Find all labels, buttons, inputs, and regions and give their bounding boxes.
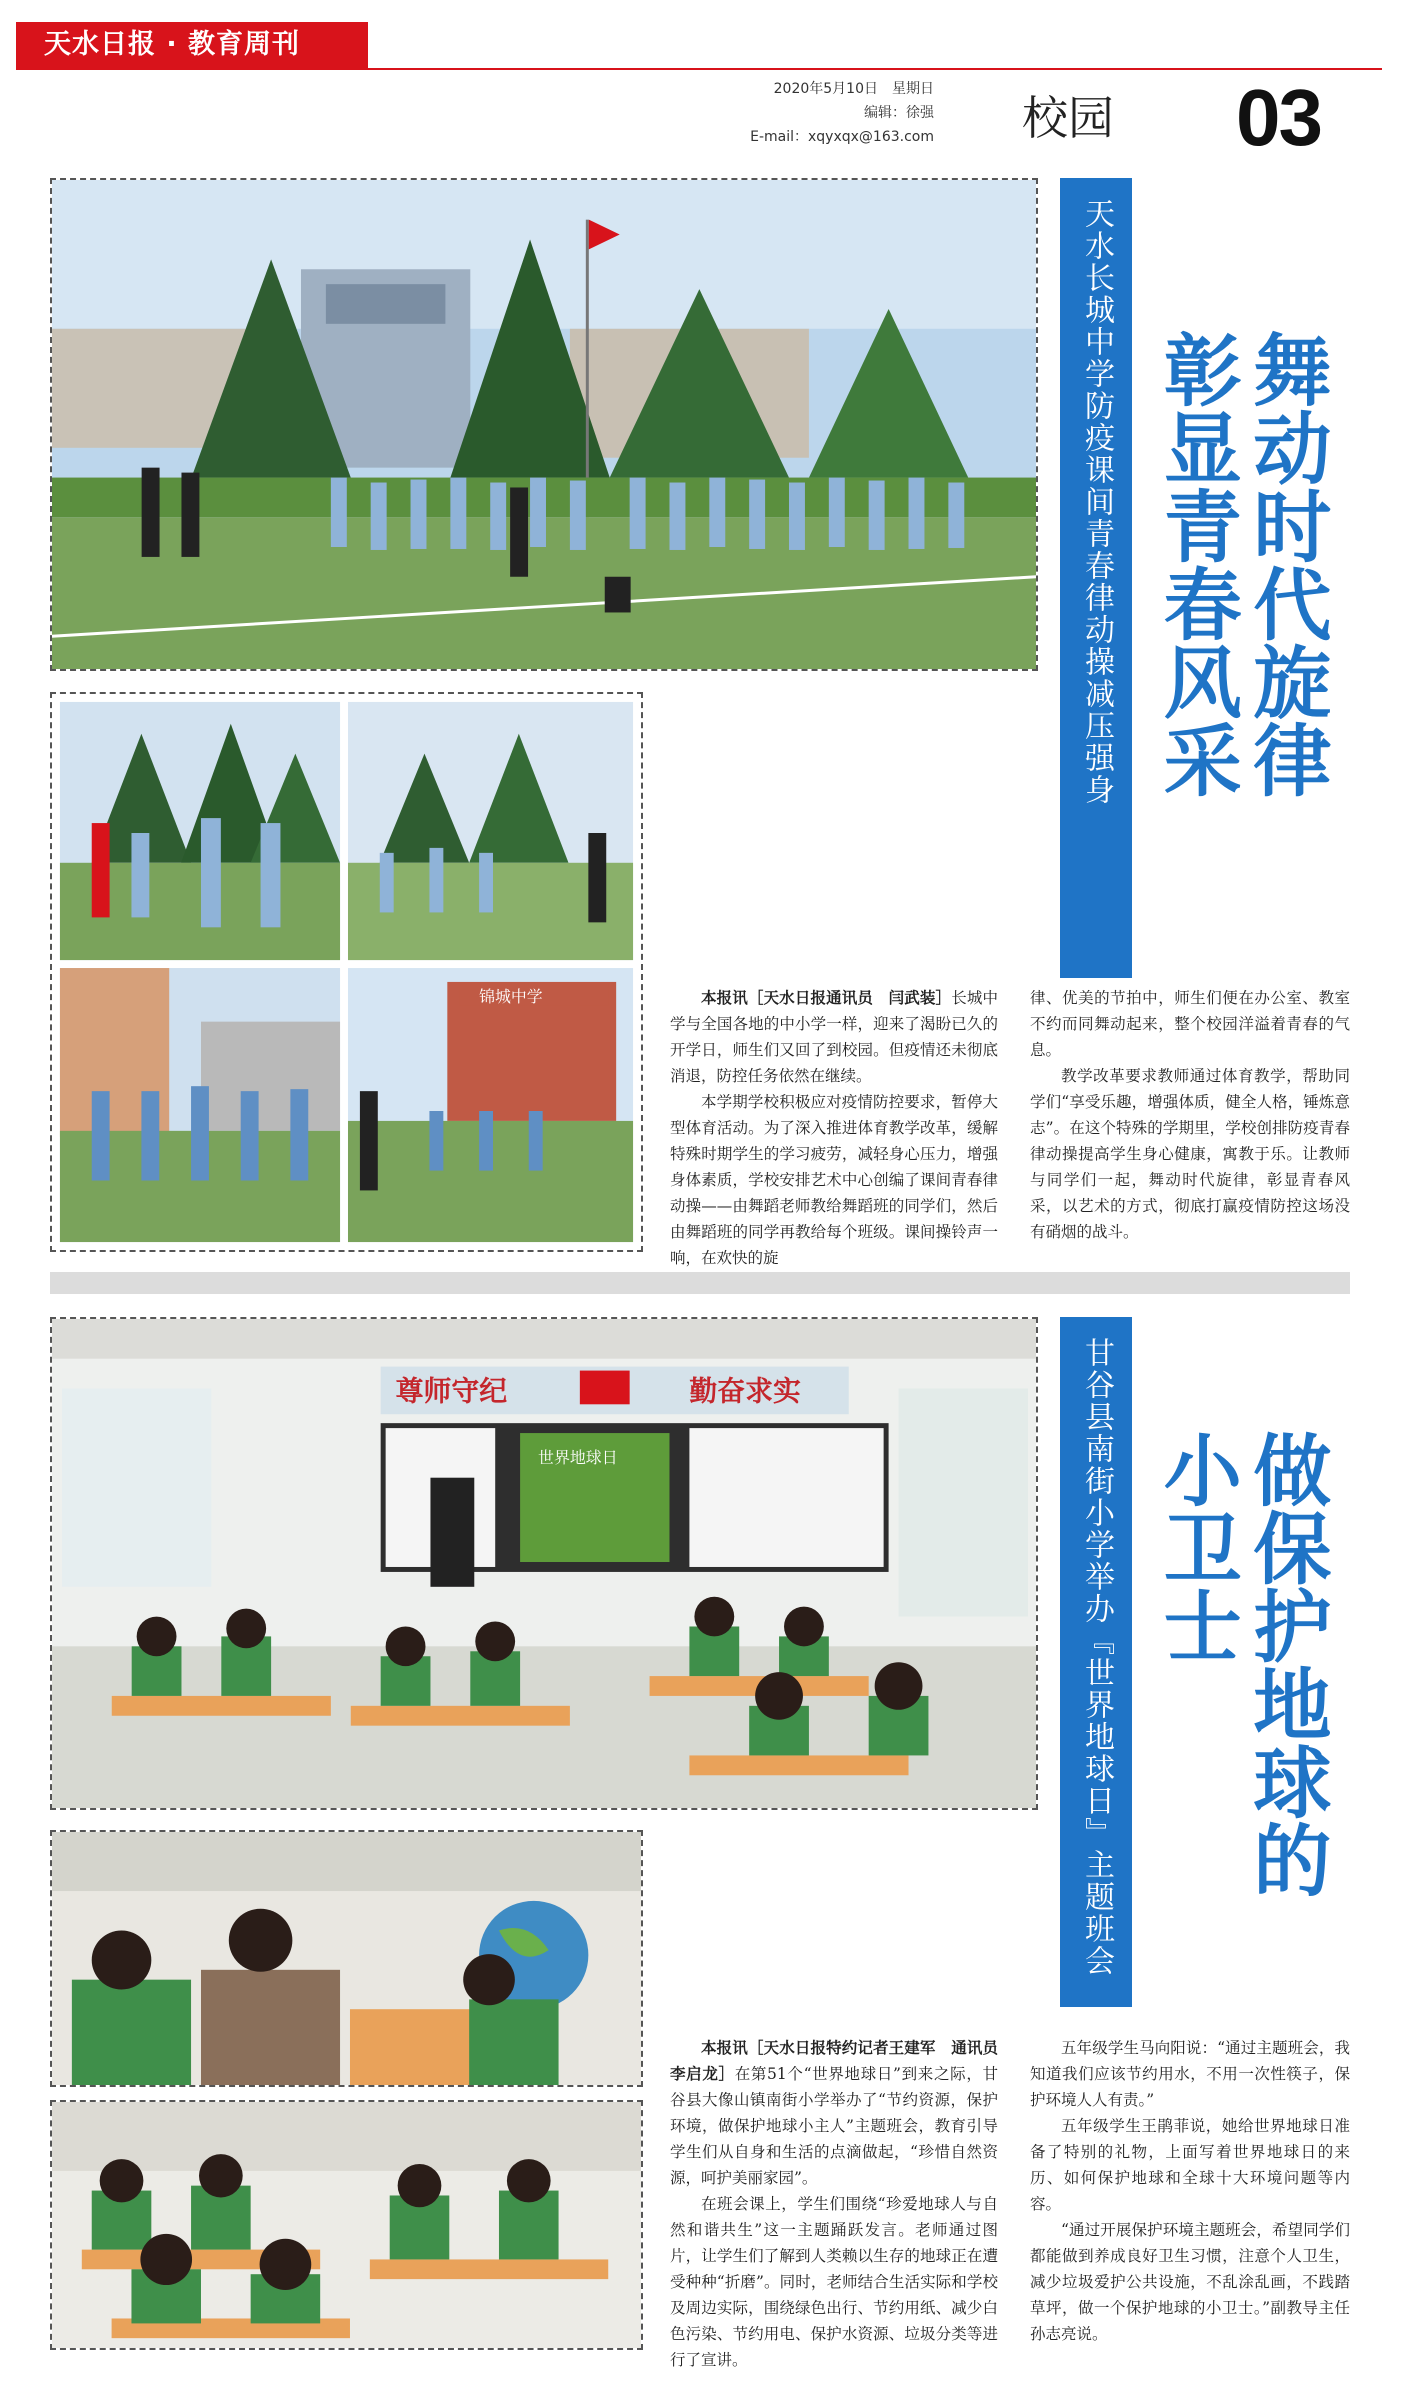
story2-col2-p3: “通过开展保护环境主题班会，希望同学们都能做到养成良好卫生习惯，注意个人卫生，减少垃圾爱护公共设施，不乱涂乱画，不践踏草坪，做一个保护地球的小卫士。”副教导主任孙志亮说。 bbox=[1030, 2221, 1350, 2343]
story2-col2 bbox=[1030, 2035, 1350, 2347]
story1-byline: 本报讯［天水日报通讯员 闫武装］ bbox=[701, 988, 952, 1007]
issue-date: 2020年5月10日 星期日 bbox=[773, 81, 934, 97]
story1-headline-line1: 舞动时代旋律 bbox=[1240, 330, 1331, 798]
story1-col1 bbox=[670, 985, 998, 1271]
story1-col1-p2: 本学期学校积极应对疫情防控要求，暂停大型体育活动。为了深入推进体育教学改革，缓解特殊时期学生的学习疲劳，减轻身心压力，增强身体素质，学校安排艺术中心创编了课间青春律动操——由舞蹈老师教给舞蹈班的同学们，然后由舞蹈班的同学再教给每个班级。课间操铃声一响，在欢快的旋 bbox=[670, 1093, 998, 1267]
editor-line: 编辑：徐强 bbox=[864, 105, 934, 121]
email-line: E-mail：xqyxqx@163.com bbox=[750, 129, 934, 145]
story1-subtitle: 天水长城中学防疫课间青春律动操减压强身 bbox=[1060, 178, 1132, 978]
story2-headline-line1: 做保护地球的 bbox=[1240, 1430, 1331, 1898]
section-divider bbox=[50, 1272, 1350, 1294]
story1-col2-p2: 教学改革要求教师通过体育教学，帮助同学们“享受乐趣，增强体质，健全人格，锤炼意志”。在这个特殊的学期里，学校创排防疫青春律动操提高学生身心健康，寓教于乐。让教师与同学们一起，舞动时代旋律，彰显青春风采，以艺术的方式，彻底打赢疫情防控这场没有硝烟的战斗。 bbox=[1030, 1067, 1350, 1241]
story2-col1 bbox=[670, 2035, 998, 2373]
banner-right-text: 勤奋求实 bbox=[689, 1374, 801, 1408]
story2-headline-line2: 小卫士 bbox=[1150, 1430, 1241, 1664]
photo-grid-dance bbox=[50, 692, 643, 1252]
story1-col2 bbox=[1030, 985, 1350, 1245]
banner-left-text: 尊师守纪 bbox=[395, 1374, 508, 1408]
story1-headline-line2: 彰显青春风采 bbox=[1150, 330, 1241, 798]
story1-col2-text: 律、优美的节拍中，师生们便在办公室、教室不约而同舞动起来，整个校园洋溢着青春的气息。 bbox=[1030, 989, 1350, 1059]
story1-col1-text: 长城中学与全国各地的中小学一样，迎来了渴盼已久的开学日，师生们又回了到校园。但疫情还未彻底消退，防控任务依然在继续。 bbox=[670, 989, 998, 1085]
story2-col1-p2: 在班会课上，学生们围绕“珍爱地球人与自然和谐共生”这一主题踊跃发言。老师通过图片，让学生们了解到人类赖以生存的地球正在遭受种种“折磨”。同时，老师结合生活实际和学校及周边实际，围绕绿色出行、节约用纸、减少白色污染、节约用电、保护水资源、垃圾分类等进行了宣讲。 bbox=[670, 2195, 998, 2369]
masthead-title: 天水日报 · 教育周刊 bbox=[16, 22, 368, 68]
building-sign-text: 锦城中学 bbox=[479, 986, 543, 1006]
photo-classroom bbox=[50, 1317, 1038, 1810]
story2-col2-p1: 五年级学生马向阳说：“通过主题班会，我知道我们应该节约用水，不用一次性筷子，保护环境人人有责。” bbox=[1030, 2039, 1350, 2109]
story2-headline bbox=[1150, 1430, 1329, 1950]
photo-class-students bbox=[50, 2100, 643, 2350]
screen-title-text: 世界地球日 bbox=[538, 1447, 618, 1467]
story2-col2-p2: 五年级学生王鹃菲说，她给世界地球日准备了特别的礼物，上面写着世界地球日的来历、如何保护地球和全球十大环境问题等内容。 bbox=[1030, 2117, 1350, 2213]
story2-subtitle: 甘谷县南街小学举办『世界地球日』主题班会 bbox=[1060, 1317, 1132, 2007]
story1-headline bbox=[1150, 330, 1329, 850]
photo-globe-activity bbox=[50, 1830, 643, 2087]
masthead-rule bbox=[16, 68, 1382, 70]
section-name: 校园 bbox=[1022, 91, 1114, 145]
photo-schoolyard-dance bbox=[50, 178, 1038, 671]
story2-byline: 本报讯［天水日报特约记者王建军 通讯员李启龙］ bbox=[670, 2038, 998, 2083]
story2-col1-text: 在第51个“世界地球日”到来之际，甘谷县大像山镇南街小学举办了“节约资源，保护环境，做保护地球小主人”主题班会，教育引导学生们从自身和生活的点滴做起，“珍惜自然资源，呵护美丽家园”。 bbox=[670, 2065, 998, 2187]
page-number: 03 bbox=[1236, 73, 1321, 162]
